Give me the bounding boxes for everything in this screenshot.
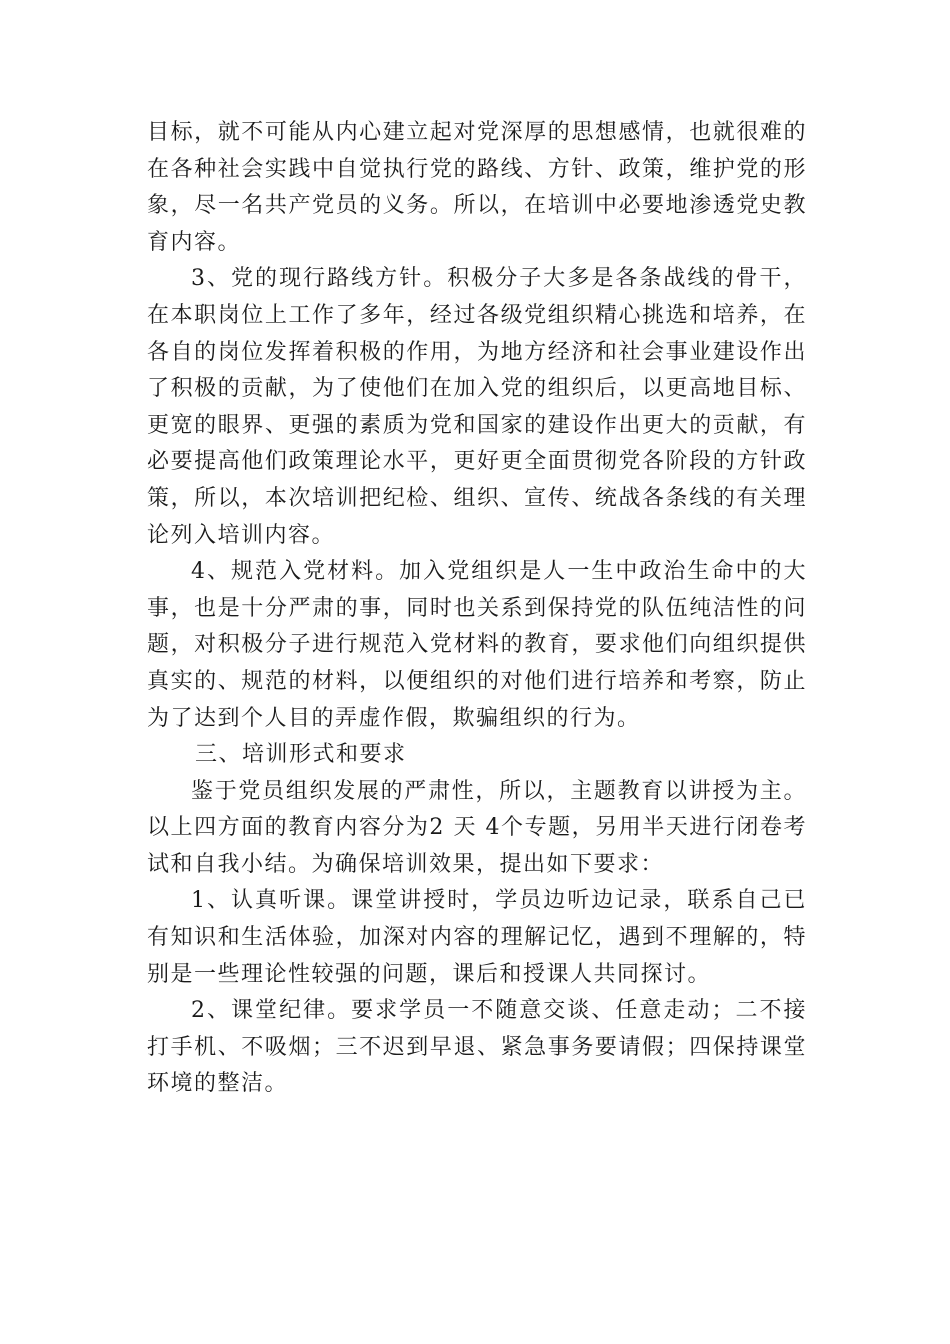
paragraph-item-3: 3、党的现行路线方针。积极分子大多是各条战线的骨干，在本职岗位上工作了多年，经过各级党组织精心挑选和培养，在各自的岗位发挥着积极的作用，为地方经济和社会事业建设作出了积极的贡献，为了使他们在加入党的组织后，以更高地目标、更宽的眼界、更强的素质为党和国家的建设作出更大的贡献，有必要提高他们政策理论水平，更好更全面贯彻党各阶段的方针政策，所以，本次培训把纪检、组织、宣传、统战各条线的有关理论列入培训内容。 xyxy=(147,266,807,548)
paragraph-continuation: 目标，就不可能从内心建立起对党深厚的思想感情，也就很难的在各种社会实践中自觉执行党的路线、方针、政策，维护党的形象，尽一名共产党员的义务。所以，在培训中必要地渗透党史教育内容。 xyxy=(147,120,807,255)
paragraph-requirement-2: 2、课堂纪律。要求学员一不随意交谈、任意走动；二不接打手机、不吸烟；三不迟到早退、紧急事务要请假；四保持课堂环境的整洁。 xyxy=(147,998,807,1097)
paragraph-requirement-1: 1、认真听课。课堂讲授时，学员边听边记录，联系自己已有知识和生活体验，加深对内容的理解记忆，遇到不理解的，特别是一些理论性较强的问题，课后和授课人共同探讨。 xyxy=(147,888,807,987)
document-page xyxy=(147,115,807,1103)
section-heading: 三、培训形式和要求 xyxy=(195,742,407,768)
paragraph-item-4: 4、规范入党材料。加入党组织是人一生中政治生命中的大事，也是十分严肃的事，同时也关系到保持党的队伍纯洁性的问题，对积极分子进行规范入党材料的教育，要求他们向组织提供真实的、规范的材料，以便组织的对他们进行培养和考察，防止为了达到个人目的弄虚作假，欺骗组织的行为。 xyxy=(147,559,807,731)
paragraph-intro: 鉴于党员组织发展的严肃性，所以，主题教育以讲授为主。以上四方面的教育内容分为2 天 4个专题，另用半天进行闭卷考试和自我小结。为确保培训效果，提出如下要求： xyxy=(147,778,807,877)
